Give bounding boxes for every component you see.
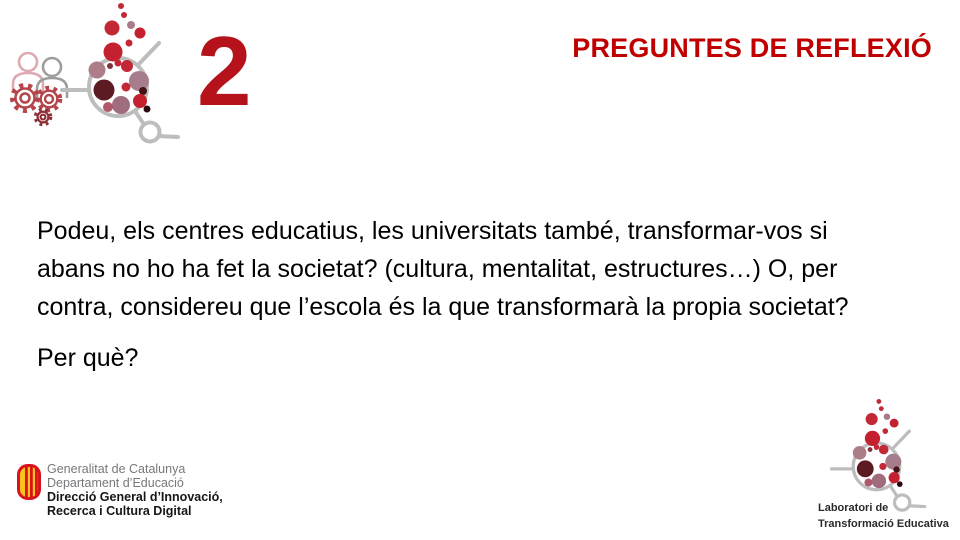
generalitat-line: Departament d’Educació (47, 476, 184, 490)
generalitat-logo (17, 462, 223, 518)
generalitat-text-block (47, 462, 223, 518)
senyera-shield-icon (17, 464, 41, 500)
gear-large-icon (13, 86, 38, 111)
network-molecule-icon (62, 3, 178, 142)
people-gears-network-icon (0, 0, 200, 150)
gear-medium-icon (38, 88, 60, 110)
question-line: contra, considereu que l’escola és la que transformarà la propia societat? (37, 293, 849, 321)
generalitat-line: Recerca i Cultura Digital (47, 504, 192, 518)
question-why: Per què? (37, 344, 139, 372)
molecule-dots (89, 3, 151, 114)
slide-title: PREGUNTES DE REFLEXIÓ (572, 33, 932, 63)
lab-line: Transformació Educativa (818, 518, 949, 530)
question-text-block (37, 212, 937, 377)
section-number: 2 (197, 16, 252, 126)
generalitat-line: Direcció General d’Innovació, (47, 490, 223, 504)
generalitat-line: Generalitat de Catalunya (47, 462, 186, 476)
lab-network-molecule-icon (814, 395, 955, 517)
question-line: Podeu, els centres educatius, les universitats també, transformar-vos si (37, 217, 828, 245)
question-line: abans no ho ha fet la societat? (cultura, mentalitat, estructures…) O, per (37, 255, 838, 283)
lab-text-block (818, 500, 949, 532)
lab-line: Laboratori de (818, 502, 889, 514)
